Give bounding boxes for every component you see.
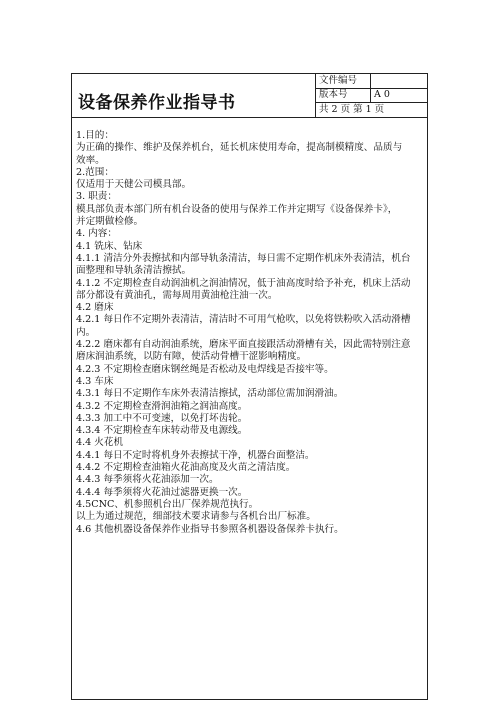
text-line: 4.3.3 加工中不可变速，以免打坏齿轮。 <box>76 412 248 424</box>
text-line: 4.3.1 每日不定期作车床外表清洁擦拭，活动部位需加润滑油。 <box>76 388 344 400</box>
document-title: 设备保养作业指导书 <box>78 93 236 113</box>
document-header <box>72 74 427 118</box>
doc-no-value <box>370 74 429 88</box>
page-count: 共 2 页 第 1 页 <box>319 104 385 115</box>
text-line: 4.2.2 磨床都有自动润油系统，磨床平面直接跟活动滑槽有关，因此需特别注意 <box>76 339 411 351</box>
text-line: 3. 职责： <box>76 191 117 203</box>
text-line: 4. 内容： <box>76 228 117 240</box>
text-line: 2.范围： <box>76 166 114 178</box>
meta-row-doc-no <box>316 74 428 89</box>
text-line: 仅适用于天健公司模具部。 <box>76 179 192 191</box>
text-line: 4.2.1 每日作不定期外表清洁，清洁时不可用气枪吹，以免将铁粉吹入活动滑槽 <box>76 314 411 326</box>
doc-no-label: 文件编号 <box>319 75 358 86</box>
text-line: 4.4 火花机 <box>76 437 124 449</box>
document-sheet <box>71 73 428 700</box>
text-line: 4.3.4 不定期检查车床转动带及电源线。 <box>76 425 248 437</box>
text-line: 面整理和导轨条清洁擦拭。 <box>76 265 192 277</box>
text-line: 4.4.2 不定期检查油箱火花油高度及火苗之清洁度。 <box>76 462 296 474</box>
text-line: 内。 <box>76 326 96 338</box>
text-line: 4.2.3 不定期检查磨床钢丝绳是否松动及电焊线是否接牢等。 <box>76 363 334 375</box>
text-line: 4.1 铣床、钻床 <box>76 240 143 252</box>
text-line: 4.2 磨床 <box>76 302 114 314</box>
text-line: 部分都设有黄油孔，需每周用黄油枪注油一次。 <box>76 289 278 301</box>
text-line: 4.1.1 清洁分外表擦拭和内部导轨条清洁，每日需不定期作机床外表清洁，机台 <box>76 252 411 264</box>
text-line: 4.5CNC、机参照机台出厂保养规范执行。 <box>76 498 259 510</box>
meta-row-version <box>316 88 428 103</box>
text-line: 以上为通过规范，细部技术要求请参与各机台出厂标准。 <box>76 511 316 523</box>
text-line: 4.3.2 不定期检查滑润油箱之润油高度。 <box>76 400 248 412</box>
text-line: 4.3 车床 <box>76 375 114 387</box>
meta-row-pages <box>316 103 428 117</box>
text-line: 模具部负责本部门所有机台设备的使用与保养工作并定期写《设备保养卡》， <box>76 203 398 215</box>
text-line: 并定期做检修。 <box>76 216 144 228</box>
text-line: 4.6 其他机器设备保养作业指导书参照各机器设备保养卡执行。 <box>76 523 344 535</box>
text-line: 4.1.2 不定期检查自动润油机之润油情况，低于油高度时给予补充，机床上活动 <box>76 277 411 289</box>
text-line: 磨床润油系统，以防有障，使活动骨槽干涩影响精度。 <box>76 351 307 363</box>
text-line: 4.4.3 每季须将火花油添加一次。 <box>76 474 219 486</box>
version-label: 版本号 <box>319 89 348 100</box>
text-line: 1.目的： <box>76 130 114 141</box>
text-line: 4.4.1 每日不定时将机身外表擦拭干净，机器台面整洁。 <box>76 449 315 461</box>
document-body <box>76 130 424 536</box>
text-line: 4.4.4 每季须将火花油过滤器更换一次。 <box>76 486 248 498</box>
text-line: 为正确的操作、维护及保养机台，延长机床使用寿命，提高制模精度、品质与 <box>76 142 403 154</box>
meta-table <box>315 74 428 117</box>
text-line: 效率。 <box>76 154 105 166</box>
version-value: A 0 <box>370 88 429 102</box>
